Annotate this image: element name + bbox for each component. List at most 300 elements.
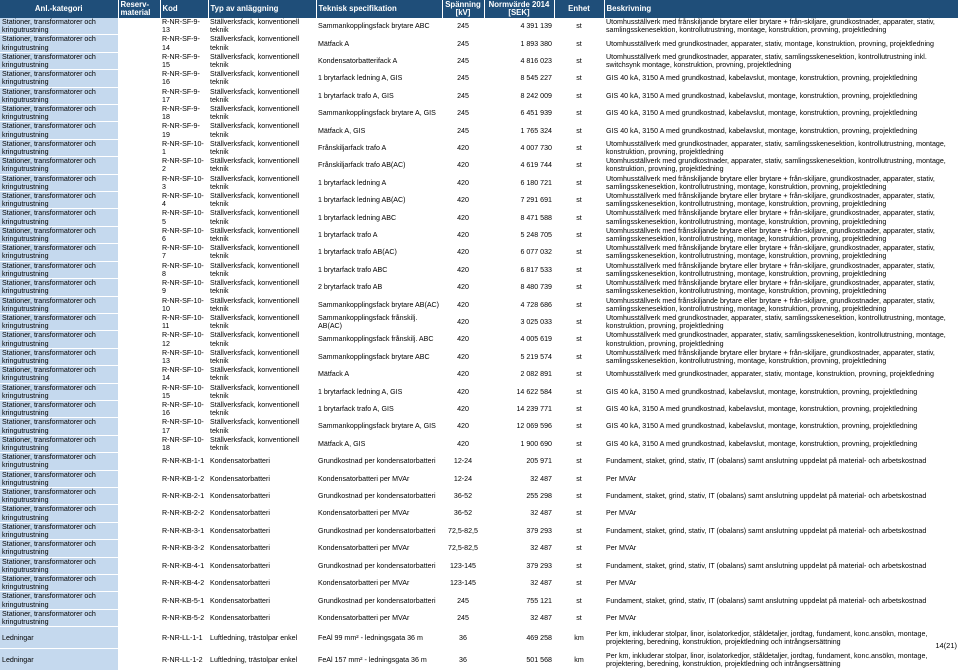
reserve-cell	[118, 122, 160, 139]
spec-cell: Grundkostnad per kondensatorbatteri	[316, 487, 442, 504]
type-cell: Ställverksfack, konventionell teknik	[208, 261, 316, 278]
code-cell: R-NR-SF-10-14	[160, 366, 208, 383]
description-cell: GIS 40 kA, 3150 A med grundkostnad, kabelavslut, montage, konstruktion, provning, projektledning	[604, 87, 958, 104]
table-row	[0, 383, 958, 400]
voltage-cell: 420	[442, 244, 484, 261]
type-cell: Ställverksfack, konventionell teknik	[208, 244, 316, 261]
table-row	[0, 575, 958, 592]
unit-cell: st	[554, 209, 604, 226]
code-cell: R-NR-SF-10-16	[160, 400, 208, 417]
reserve-cell	[118, 331, 160, 348]
code-cell: R-NR-KB-5-1	[160, 592, 208, 609]
category-cell: Stationer, transformatorer och kringutrustning	[0, 261, 118, 278]
description-cell: GIS 40 kA, 3150 A med grundkostnad, kabelavslut, montage, konstruktion, provning, projektledning	[604, 70, 958, 87]
unit-cell: st	[554, 331, 604, 348]
header-category: Anl.-kategori	[0, 0, 118, 18]
voltage-cell: 420	[442, 400, 484, 417]
code-cell: R-NR-KB-2-1	[160, 487, 208, 504]
code-cell: R-NR-SF-10-12	[160, 331, 208, 348]
reserve-cell	[118, 348, 160, 365]
code-cell: R-NR-KB-3-2	[160, 540, 208, 557]
reserve-cell	[118, 575, 160, 592]
spec-cell: Frånskiljarfack trafo AB(AC)	[316, 157, 442, 174]
unit-cell: st	[554, 418, 604, 435]
spec-cell: Grundkostnad per kondensatorbatteri	[316, 522, 442, 539]
unit-cell: st	[554, 348, 604, 365]
spec-cell: Kondensatorbatteri per MVAr	[316, 609, 442, 626]
value-cell: 32 487	[484, 505, 554, 522]
description-cell: Utomhusställverk med grundkostnader, apparater, stativ, montage, konstruktion, provning, projektledning	[604, 35, 958, 52]
spec-cell: Sammankopplingsfack frånskilj. ABC	[316, 331, 442, 348]
reserve-cell	[118, 279, 160, 296]
value-cell: 4 007 730	[484, 139, 554, 156]
code-cell: R-NR-SF-10-2	[160, 157, 208, 174]
table-row	[0, 192, 958, 209]
code-cell: R-NR-SF-9-19	[160, 122, 208, 139]
reserve-cell	[118, 470, 160, 487]
value-cell: 379 293	[484, 522, 554, 539]
table-row	[0, 418, 958, 435]
description-cell: Per MVAr	[604, 505, 958, 522]
value-cell: 5 219 574	[484, 348, 554, 365]
type-cell: Kondensatorbatteri	[208, 470, 316, 487]
value-cell: 205 971	[484, 453, 554, 470]
table-row	[0, 505, 958, 522]
spec-cell: Kondensatorbatterifack A	[316, 52, 442, 69]
spec-cell: 1 brytarfack trafo AB(AC)	[316, 244, 442, 261]
description-cell: Utomhusställverk med frånskiljande brytare eller brytare + från-skiljare, grundkostnader, apparater, stativ, samlingsskenesektion, kontrollutrustning, montage, konstruktion, provning, projektledning	[604, 279, 958, 296]
code-cell: R-NR-KB-5-2	[160, 609, 208, 626]
unit-cell: st	[554, 609, 604, 626]
type-cell: Ställverksfack, konventionell teknik	[208, 296, 316, 313]
value-cell: 5 248 705	[484, 226, 554, 243]
reserve-cell	[118, 139, 160, 156]
value-cell: 8 545 227	[484, 70, 554, 87]
spec-cell: 1 brytarfack ledning ABC	[316, 209, 442, 226]
spec-cell: 1 brytarfack ledning A, GIS	[316, 70, 442, 87]
table-row	[0, 487, 958, 504]
reserve-cell	[118, 627, 160, 649]
type-cell: Ställverksfack, konventionell teknik	[208, 105, 316, 122]
unit-cell: st	[554, 18, 604, 35]
spec-cell: 1 brytarfack ledning AB(AC)	[316, 192, 442, 209]
type-cell: Kondensatorbatteri	[208, 609, 316, 626]
value-cell: 4 816 023	[484, 52, 554, 69]
table-row	[0, 52, 958, 69]
voltage-cell: 123-145	[442, 557, 484, 574]
value-cell: 32 487	[484, 470, 554, 487]
category-cell: Ledningar	[0, 649, 118, 671]
spec-cell: Grundkostnad per kondensatorbatteri	[316, 453, 442, 470]
header-row	[0, 0, 958, 18]
value-cell: 1 765 324	[484, 122, 554, 139]
category-cell: Stationer, transformatorer och kringutrustning	[0, 209, 118, 226]
type-cell: Kondensatorbatteri	[208, 505, 316, 522]
voltage-cell: 245	[442, 18, 484, 35]
type-cell: Kondensatorbatteri	[208, 453, 316, 470]
spec-cell: Mätfack A, GIS	[316, 122, 442, 139]
code-cell: R-NR-SF-10-1	[160, 139, 208, 156]
unit-cell: st	[554, 366, 604, 383]
type-cell: Ställverksfack, konventionell teknik	[208, 18, 316, 35]
category-cell: Stationer, transformatorer och kringutrustning	[0, 575, 118, 592]
unit-cell: st	[554, 279, 604, 296]
value-cell: 32 487	[484, 575, 554, 592]
category-cell: Stationer, transformatorer och kringutrustning	[0, 540, 118, 557]
table-row	[0, 244, 958, 261]
voltage-cell: 123-145	[442, 575, 484, 592]
voltage-cell: 420	[442, 261, 484, 278]
category-cell: Stationer, transformatorer och kringutrustning	[0, 470, 118, 487]
voltage-cell: 420	[442, 296, 484, 313]
reserve-cell	[118, 649, 160, 671]
category-cell: Stationer, transformatorer och kringutrustning	[0, 174, 118, 191]
category-cell: Stationer, transformatorer och kringutrustning	[0, 105, 118, 122]
category-cell: Stationer, transformatorer och kringutrustning	[0, 435, 118, 452]
description-cell: Per MVAr	[604, 609, 958, 626]
unit-cell: st	[554, 87, 604, 104]
spec-cell: Mätfack A	[316, 366, 442, 383]
code-cell: R-NR-SF-10-11	[160, 313, 208, 330]
voltage-cell: 420	[442, 313, 484, 330]
voltage-cell: 420	[442, 366, 484, 383]
description-cell: Utomhusställverk med frånskiljande brytare eller brytare + från-skiljare, grundkostnader, apparater, stativ, samlingsskenesektion, kontrollutrustning, montage, konstruktion, provning, projektledning	[604, 244, 958, 261]
type-cell: Ställverksfack, konventionell teknik	[208, 435, 316, 452]
code-cell: R-NR-SF-10-10	[160, 296, 208, 313]
table-row	[0, 400, 958, 417]
spec-cell: Sammankopplingsfack brytare ABC	[316, 348, 442, 365]
type-cell: Kondensatorbatteri	[208, 557, 316, 574]
value-cell: 6 817 533	[484, 261, 554, 278]
value-cell: 14 622 584	[484, 383, 554, 400]
spec-cell: 1 brytarfack trafo A	[316, 226, 442, 243]
voltage-cell: 36-52	[442, 505, 484, 522]
unit-cell: st	[554, 157, 604, 174]
type-cell: Ställverksfack, konventionell teknik	[208, 52, 316, 69]
category-cell: Stationer, transformatorer och kringutrustning	[0, 122, 118, 139]
category-cell: Stationer, transformatorer och kringutrustning	[0, 226, 118, 243]
unit-cell: st	[554, 575, 604, 592]
unit-cell: st	[554, 557, 604, 574]
header-voltage: Spänning [kV]	[442, 0, 484, 18]
unit-cell: st	[554, 313, 604, 330]
unit-cell: st	[554, 505, 604, 522]
voltage-cell: 36	[442, 627, 484, 649]
type-cell: Ställverksfack, konventionell teknik	[208, 139, 316, 156]
unit-cell: st	[554, 487, 604, 504]
spec-cell: Sammankopplingsfack frånskilj. AB(AC)	[316, 313, 442, 330]
value-cell: 8 471 588	[484, 209, 554, 226]
header-description: Beskrivning	[604, 0, 958, 18]
unit-cell: st	[554, 139, 604, 156]
code-cell: R-NR-KB-1-2	[160, 470, 208, 487]
description-cell: Utomhusställverk med grundkostnader, apparater, stativ, montage, konstruktion, provning, projektledning	[604, 366, 958, 383]
value-cell: 14 239 771	[484, 400, 554, 417]
type-cell: Ställverksfack, konventionell teknik	[208, 400, 316, 417]
type-cell: Ställverksfack, konventionell teknik	[208, 209, 316, 226]
description-cell: GIS 40 kA, 3150 A med grundkostnad, kabelavslut, montage, konstruktion, provning, projektledning	[604, 418, 958, 435]
description-cell: Utomhusställverk med frånskiljande brytare eller brytare + från-skiljare, grundkostnader, apparater, stativ, samlingsskenesektion, kontrollutrustning, montage, konstruktion, provning, projektledning	[604, 348, 958, 365]
category-cell: Stationer, transformatorer och kringutrustning	[0, 592, 118, 609]
reserve-cell	[118, 157, 160, 174]
category-cell: Stationer, transformatorer och kringutrustning	[0, 487, 118, 504]
description-cell: Utomhusställverk med grundkostnader, apparater, stativ, samlingsskenesektion, kontrollutrustning, montage, konstruktion, provning, projektledning	[604, 331, 958, 348]
voltage-cell: 245	[442, 87, 484, 104]
table-body	[0, 18, 958, 671]
reserve-cell	[118, 522, 160, 539]
table-row	[0, 296, 958, 313]
code-cell: R-NR-SF-9-18	[160, 105, 208, 122]
description-cell: Utomhusställverk med grundkostnader, apparater, stativ, samlingsskenesektion, kontrollutrustning, montage, konstruktion, provning, projektledning	[604, 157, 958, 174]
spec-cell: Frånskiljarfack trafo A	[316, 139, 442, 156]
type-cell: Luftledning, trästolpar enkel	[208, 649, 316, 671]
unit-cell: st	[554, 192, 604, 209]
table-row	[0, 522, 958, 539]
unit-cell: st	[554, 383, 604, 400]
spec-cell: Kondensatorbatteri per MVAr	[316, 540, 442, 557]
description-cell: Utomhusställverk med frånskiljande brytare eller brytare + från-skiljare, grundkostnader, apparater, stativ, samlingsskenesektion, kontrollutrustning, montage, konstruktion, provning, projektledning	[604, 174, 958, 191]
value-cell: 2 082 891	[484, 366, 554, 383]
table-row	[0, 592, 958, 609]
code-cell: R-NR-KB-1-1	[160, 453, 208, 470]
description-cell: Per MVAr	[604, 540, 958, 557]
unit-cell: st	[554, 296, 604, 313]
table-row	[0, 139, 958, 156]
type-cell: Kondensatorbatteri	[208, 522, 316, 539]
voltage-cell: 245	[442, 105, 484, 122]
spec-cell: Sammankopplingsfack brytare A, GIS	[316, 105, 442, 122]
category-cell: Stationer, transformatorer och kringutrustning	[0, 244, 118, 261]
table-row	[0, 157, 958, 174]
category-cell: Stationer, transformatorer och kringutrustning	[0, 35, 118, 52]
unit-cell: st	[554, 435, 604, 452]
spec-cell: Grundkostnad per kondensatorbatteri	[316, 592, 442, 609]
spec-cell: Mätfack A	[316, 35, 442, 52]
reserve-cell	[118, 366, 160, 383]
type-cell: Kondensatorbatteri	[208, 592, 316, 609]
unit-cell: st	[554, 105, 604, 122]
spec-cell: Grundkostnad per kondensatorbatteri	[316, 557, 442, 574]
type-cell: Ställverksfack, konventionell teknik	[208, 348, 316, 365]
reserve-cell	[118, 540, 160, 557]
type-cell: Ställverksfack, konventionell teknik	[208, 383, 316, 400]
reserve-cell	[118, 261, 160, 278]
table-row	[0, 470, 958, 487]
description-cell: Fundament, staket, grind, stativ, IT (obalans) samt anslutning uppdelat på material- och arbetskostnad	[604, 487, 958, 504]
unit-cell: st	[554, 52, 604, 69]
spec-cell: 1 brytarfack ledning A	[316, 174, 442, 191]
category-cell: Stationer, transformatorer och kringutrustning	[0, 139, 118, 156]
reserve-cell	[118, 505, 160, 522]
description-cell: Utomhusställverk med grundkostnader, apparater, stativ, samlingsskenesektion, kontrollutrustning, montage, konstruktion, provning, projektledning	[604, 139, 958, 156]
code-cell: R-NR-KB-4-1	[160, 557, 208, 574]
spec-cell: Mätfack A, GIS	[316, 435, 442, 452]
category-cell: Stationer, transformatorer och kringutrustning	[0, 348, 118, 365]
spec-cell: Sammankopplingsfack brytare ABC	[316, 18, 442, 35]
value-cell: 8 480 739	[484, 279, 554, 296]
header-value: Normvärde 2014 [SEK]	[484, 0, 554, 18]
header-spec: Teknisk specifikation	[316, 0, 442, 18]
code-cell: R-NR-KB-4-2	[160, 575, 208, 592]
code-cell: R-NR-SF-10-6	[160, 226, 208, 243]
description-cell: Utomhusställverk med frånskiljande brytare eller brytare + från-skiljare, grundkostnader, apparater, stativ, samlingsskenesektion, kontrollutrustning, montage, konstruktion, provning, projektledning	[604, 18, 958, 35]
category-cell: Stationer, transformatorer och kringutrustning	[0, 70, 118, 87]
header-reserve: Reserv-material	[118, 0, 160, 18]
voltage-cell: 12-24	[442, 470, 484, 487]
spec-cell: Kondensatorbatteri per MVAr	[316, 470, 442, 487]
spec-cell: Kondensatorbatteri per MVAr	[316, 505, 442, 522]
value-cell: 8 242 009	[484, 87, 554, 104]
type-cell: Kondensatorbatteri	[208, 540, 316, 557]
description-cell: Per MVAr	[604, 470, 958, 487]
unit-cell: st	[554, 244, 604, 261]
description-cell: Per MVAr	[604, 575, 958, 592]
spec-cell: 2 brytarfack trafo AB	[316, 279, 442, 296]
value-cell: 4 619 744	[484, 157, 554, 174]
reserve-cell	[118, 209, 160, 226]
unit-cell: st	[554, 470, 604, 487]
page-number: 14(21)	[935, 641, 957, 650]
description-cell: Utomhusställverk med frånskiljande brytare eller brytare + från-skiljare, grundkostnader, apparater, stativ, samlingsskenesektion, kontrollutrustning, montage, konstruktion, provning, projektledning	[604, 192, 958, 209]
description-cell: GIS 40 kA, 3150 A med grundkostnad, kabelavslut, montage, konstruktion, provning, projektledning	[604, 383, 958, 400]
code-cell: R-NR-SF-9-13	[160, 18, 208, 35]
category-cell: Stationer, transformatorer och kringutrustning	[0, 331, 118, 348]
code-cell: R-NR-SF-9-14	[160, 35, 208, 52]
category-cell: Stationer, transformatorer och kringutrustning	[0, 157, 118, 174]
reserve-cell	[118, 435, 160, 452]
code-cell: R-NR-SF-9-16	[160, 70, 208, 87]
category-cell: Stationer, transformatorer och kringutrustning	[0, 279, 118, 296]
table-row	[0, 540, 958, 557]
unit-cell: km	[554, 649, 604, 671]
value-cell: 501 568	[484, 649, 554, 671]
value-cell: 1 893 380	[484, 35, 554, 52]
category-cell: Stationer, transformatorer och kringutrustning	[0, 418, 118, 435]
table-row	[0, 649, 958, 671]
reserve-cell	[118, 18, 160, 35]
description-cell: Fundament, staket, grind, stativ, IT (obalans) samt anslutning uppdelat på material- och arbetskostnad	[604, 522, 958, 539]
category-cell: Stationer, transformatorer och kringutrustning	[0, 505, 118, 522]
type-cell: Ställverksfack, konventionell teknik	[208, 226, 316, 243]
description-cell: Utomhusställverk med frånskiljande brytare eller brytare + från-skiljare, grundkostnader, apparater, stativ, samlingsskenesektion, kontrollutrustning, montage, konstruktion, provning, projektledning	[604, 226, 958, 243]
description-cell: Utomhusställverk med grundkostnader, apparater, stativ, samlingsskenesektion, kontrollutrustning inkl. switchsynk montage, konstruktion, provning, projektledning	[604, 52, 958, 69]
spec-cell: FeAl 99 mm² - ledningsgata 36 m	[316, 627, 442, 649]
table-row	[0, 209, 958, 226]
type-cell: Luftledning, trästolpar enkel	[208, 627, 316, 649]
reserve-cell	[118, 383, 160, 400]
voltage-cell: 420	[442, 348, 484, 365]
spec-cell: Sammankopplingsfack brytare A, GIS	[316, 418, 442, 435]
voltage-cell: 420	[442, 139, 484, 156]
table-row	[0, 627, 958, 649]
table-row	[0, 348, 958, 365]
value-cell: 4 005 619	[484, 331, 554, 348]
description-cell: GIS 40 kA, 3150 A med grundkostnad, kabelavslut, montage, konstruktion, provning, projektledning	[604, 122, 958, 139]
value-cell: 32 487	[484, 540, 554, 557]
description-cell: Fundament, staket, grind, stativ, IT (obalans) samt anslutning uppdelat på material- och arbetskostnad	[604, 557, 958, 574]
code-cell: R-NR-KB-2-2	[160, 505, 208, 522]
voltage-cell: 420	[442, 157, 484, 174]
reserve-cell	[118, 70, 160, 87]
unit-cell: st	[554, 226, 604, 243]
voltage-cell: 245	[442, 592, 484, 609]
description-cell: Utomhusställverk med frånskiljande brytare eller brytare + från-skiljare, grundkostnader, apparater, stativ, samlingsskenesektion, kontrollutrustning, montage, konstruktion, provning, projektledning	[604, 296, 958, 313]
type-cell: Ställverksfack, konventionell teknik	[208, 192, 316, 209]
description-cell: GIS 40 kA, 3150 A med grundkostnad, kabelavslut, montage, konstruktion, provning, projektledning	[604, 435, 958, 452]
header-type: Typ av anläggning	[208, 0, 316, 18]
voltage-cell: 245	[442, 122, 484, 139]
description-cell: Utomhusställverk med grundkostnader, apparater, stativ, samlingsskenesektion, kontrollutrustning, montage, konstruktion, provning, projektledning	[604, 313, 958, 330]
unit-cell: st	[554, 35, 604, 52]
voltage-cell: 420	[442, 226, 484, 243]
category-cell: Stationer, transformatorer och kringutrustning	[0, 522, 118, 539]
code-cell: R-NR-SF-10-8	[160, 261, 208, 278]
reserve-cell	[118, 592, 160, 609]
unit-cell: st	[554, 522, 604, 539]
voltage-cell: 420	[442, 383, 484, 400]
category-cell: Stationer, transformatorer och kringutrustning	[0, 453, 118, 470]
value-cell: 12 069 596	[484, 418, 554, 435]
spec-cell: FeAl 157 mm² - ledningsgata 36 m	[316, 649, 442, 671]
spec-cell: 1 brytarfack ledning A, GIS	[316, 383, 442, 400]
reserve-cell	[118, 418, 160, 435]
voltage-cell: 420	[442, 331, 484, 348]
voltage-cell: 36	[442, 649, 484, 671]
table-row	[0, 261, 958, 278]
voltage-cell: 420	[442, 435, 484, 452]
category-cell: Ledningar	[0, 627, 118, 649]
table-row	[0, 366, 958, 383]
reserve-cell	[118, 487, 160, 504]
voltage-cell: 245	[442, 70, 484, 87]
reserve-cell	[118, 174, 160, 191]
voltage-cell: 420	[442, 209, 484, 226]
voltage-cell: 245	[442, 52, 484, 69]
code-cell: R-NR-SF-10-15	[160, 383, 208, 400]
description-cell: Per km, inkluderar stolpar, linor, isolatorkedjor, ståldetaljer, jordtag, fundament, konc.ansökn, montage, projektering, beredning, konstruktion, projektledning och intrångsersättning	[604, 627, 958, 649]
description-cell: GIS 40 kA, 3150 A med grundkostnad, kabelavslut, montage, konstruktion, provning, projektledning	[604, 400, 958, 417]
table-row	[0, 557, 958, 574]
category-cell: Stationer, transformatorer och kringutrustning	[0, 313, 118, 330]
value-cell: 379 293	[484, 557, 554, 574]
type-cell: Ställverksfack, konventionell teknik	[208, 174, 316, 191]
value-cell: 7 291 691	[484, 192, 554, 209]
code-cell: R-NR-LL-1-2	[160, 649, 208, 671]
spec-cell: Sammankopplingsfack brytare AB(AC)	[316, 296, 442, 313]
unit-cell: st	[554, 122, 604, 139]
table-row	[0, 313, 958, 330]
reserve-cell	[118, 244, 160, 261]
voltage-cell: 72,5-82,5	[442, 522, 484, 539]
code-cell: R-NR-SF-10-17	[160, 418, 208, 435]
voltage-cell: 72,5-82,5	[442, 540, 484, 557]
unit-cell: st	[554, 261, 604, 278]
unit-cell: st	[554, 592, 604, 609]
code-cell: R-NR-SF-10-9	[160, 279, 208, 296]
table-row	[0, 18, 958, 35]
code-cell: R-NR-SF-9-15	[160, 52, 208, 69]
description-cell: Fundament, staket, grind, stativ, IT (obalans) samt anslutning uppdelat på material- och arbetskostnad	[604, 592, 958, 609]
category-cell: Stationer, transformatorer och kringutrustning	[0, 609, 118, 626]
type-cell: Ställverksfack, konventionell teknik	[208, 70, 316, 87]
reserve-cell	[118, 609, 160, 626]
category-cell: Stationer, transformatorer och kringutrustning	[0, 383, 118, 400]
spec-cell: 1 brytarfack trafo A, GIS	[316, 400, 442, 417]
reserve-cell	[118, 35, 160, 52]
type-cell: Ställverksfack, konventionell teknik	[208, 157, 316, 174]
table-row	[0, 226, 958, 243]
table-row	[0, 279, 958, 296]
